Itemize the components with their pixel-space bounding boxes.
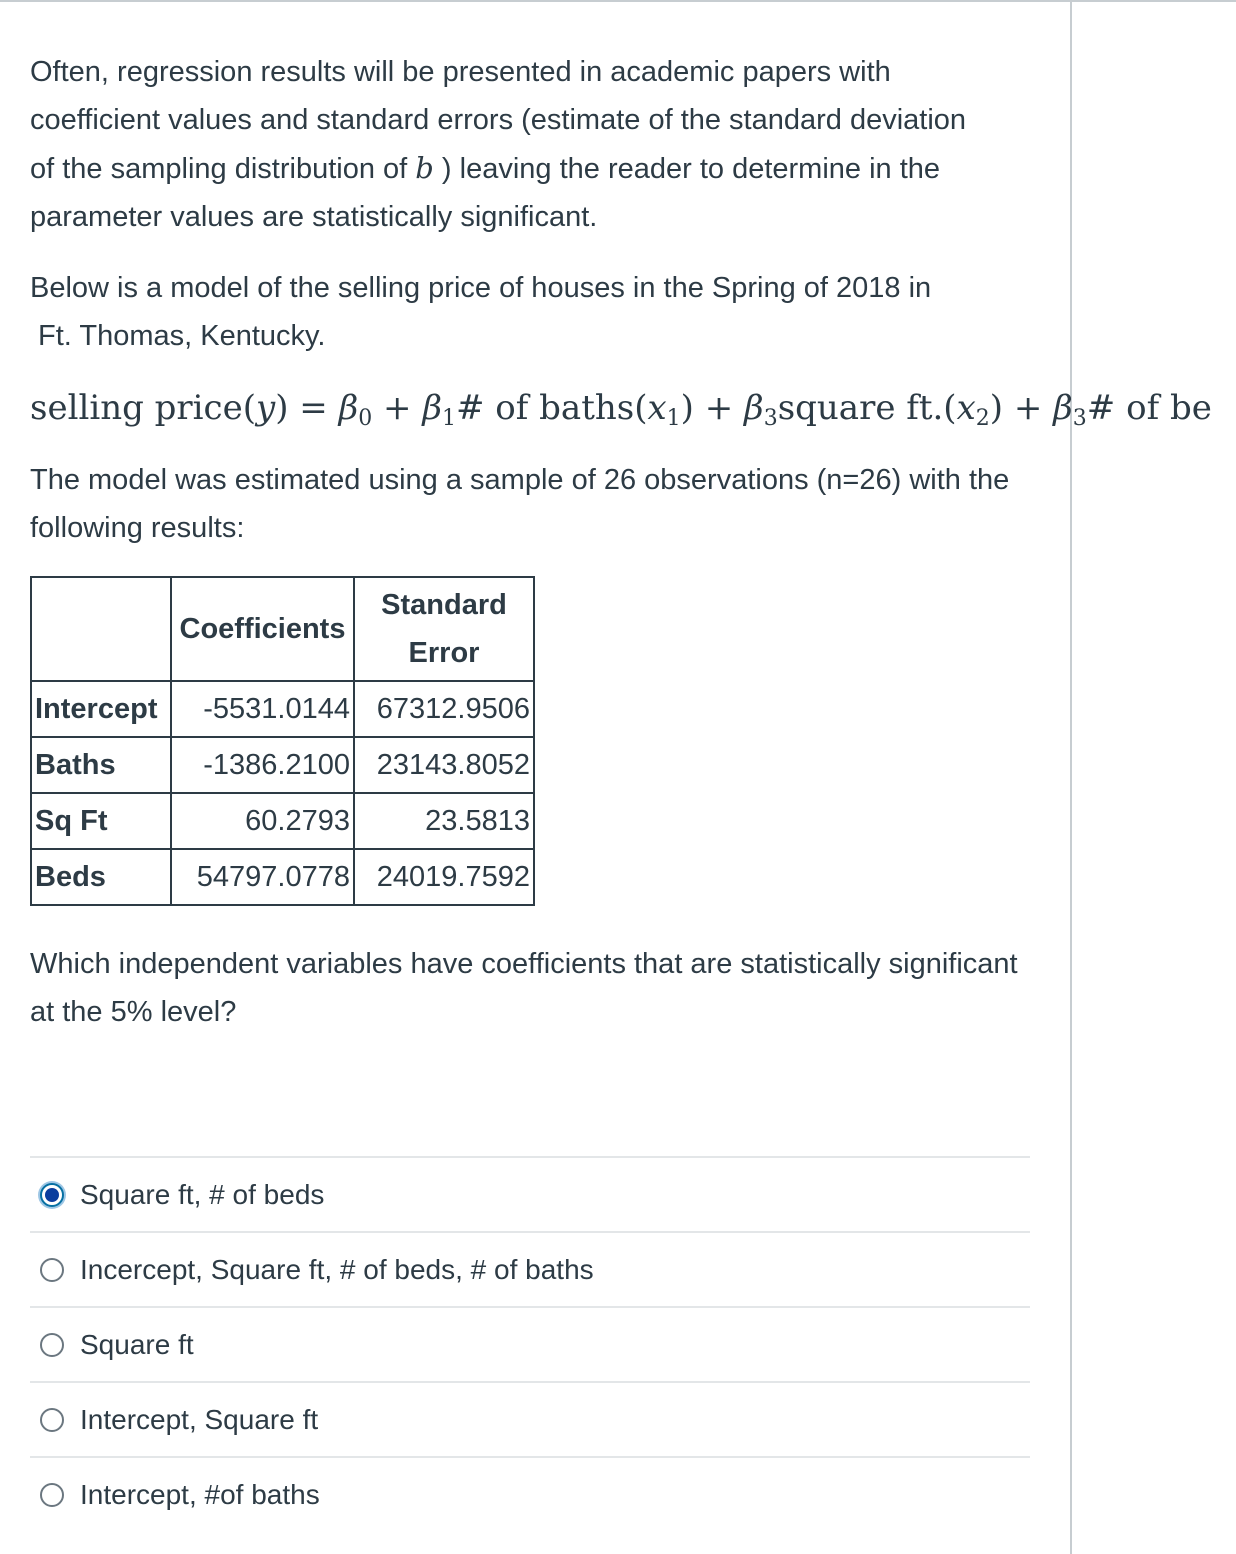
eq-x1: x (647, 388, 667, 428)
coefficient-cell: 54797.0778 (171, 849, 354, 905)
eq-beta1: β (422, 388, 442, 428)
top-divider (0, 0, 1236, 2)
answer-option[interactable] (30, 1156, 1030, 1231)
coefficient-cell: 60.2793 (171, 793, 354, 849)
eq-y: y (255, 388, 276, 428)
eq-x2: x (956, 388, 976, 428)
coefficient-cell: -1386.2100 (171, 737, 354, 793)
answer-label: Intercept, #of baths (80, 1478, 320, 1510)
answer-option[interactable] (30, 1381, 1030, 1456)
table-header-row (31, 577, 534, 681)
eq-close1: ) + (680, 388, 745, 428)
sample-paragraph: The model was estimated using a sample of 26 observations (n=26) with the following results: (30, 464, 1010, 544)
table-row (31, 793, 534, 849)
intro-text-after: ) leaving the reader to determine in the parameter values are statistically significant. (30, 153, 941, 233)
eq-beta1-sub: 1 (442, 406, 456, 431)
eq-lhs: selling price( (30, 388, 256, 428)
eq-beds-term: # of be (1086, 388, 1212, 428)
b-symbol: b (415, 151, 434, 185)
eq-beta0-sub: 0 (358, 406, 373, 431)
answer-list (30, 1156, 1030, 1531)
standard-error-cell: 67312.9506 (354, 681, 534, 737)
answer-label: Intercept, Square ft (80, 1403, 319, 1435)
model-intro-line1: Below is a model of the selling price of houses in the Spring of 2018 in (30, 272, 932, 304)
eq-beta0: β (338, 388, 359, 428)
eq-x1-sub: 1 (666, 406, 681, 431)
eq-baths-term: # of baths( (456, 388, 648, 428)
regression-table (30, 576, 535, 906)
eq-beta3b-sub: 3 (1072, 406, 1087, 431)
header-standard-error: Standard Error (354, 577, 534, 681)
table-row (31, 849, 534, 905)
radio-button[interactable] (40, 1408, 64, 1432)
table-row (31, 681, 534, 737)
row-label: Beds (31, 849, 171, 905)
coefficient-cell: -5531.0144 (171, 681, 354, 737)
model-intro-line2: Ft. Thomas, Kentucky. (38, 320, 326, 352)
radio-button[interactable] (40, 1483, 64, 1507)
eq-beta3a: β (744, 388, 764, 428)
model-equation (30, 384, 1212, 432)
row-label: Baths (31, 737, 171, 793)
model-intro (30, 264, 1040, 360)
eq-beta3b: β (1053, 388, 1073, 428)
answer-option[interactable] (30, 1306, 1030, 1381)
eq-sqft-term: square ft.( (777, 388, 957, 428)
eq-x2-sub: 2 (975, 406, 990, 431)
answer-label: Incercept, Square ft, # of beds, # of baths (80, 1253, 594, 1285)
header-empty (31, 577, 171, 681)
radio-button[interactable] (40, 1183, 64, 1207)
row-label: Sq Ft (31, 793, 171, 849)
eq-plus1: + (372, 388, 423, 428)
radio-button[interactable] (40, 1258, 64, 1282)
standard-error-cell: 24019.7592 (354, 849, 534, 905)
row-label: Intercept (31, 681, 171, 737)
answer-option[interactable] (30, 1456, 1030, 1531)
answer-option[interactable] (30, 1231, 1030, 1306)
standard-error-cell: 23143.8052 (354, 737, 534, 793)
intro-text-before: Often, regression results will be presented in academic papers with coefficient values and standard errors (estimate of the standard deviation of the sampling distribution of (30, 56, 967, 185)
eq-close2: ) + (989, 388, 1054, 428)
table-row (31, 737, 534, 793)
eq-beta3a-sub: 3 (763, 406, 778, 431)
standard-error-cell: 23.5813 (354, 793, 534, 849)
question-text: Which independent variables have coefficients that are statistically significant at the 5% level? (30, 948, 1018, 1028)
radio-button[interactable] (40, 1333, 64, 1357)
header-coefficients: Coefficients (171, 577, 354, 681)
eq-equals: ) = (275, 388, 339, 428)
answer-label: Square ft (80, 1328, 194, 1360)
answer-label: Square ft, # of beds (80, 1178, 325, 1210)
intro-paragraph (30, 48, 990, 241)
right-divider (1070, 0, 1072, 1554)
